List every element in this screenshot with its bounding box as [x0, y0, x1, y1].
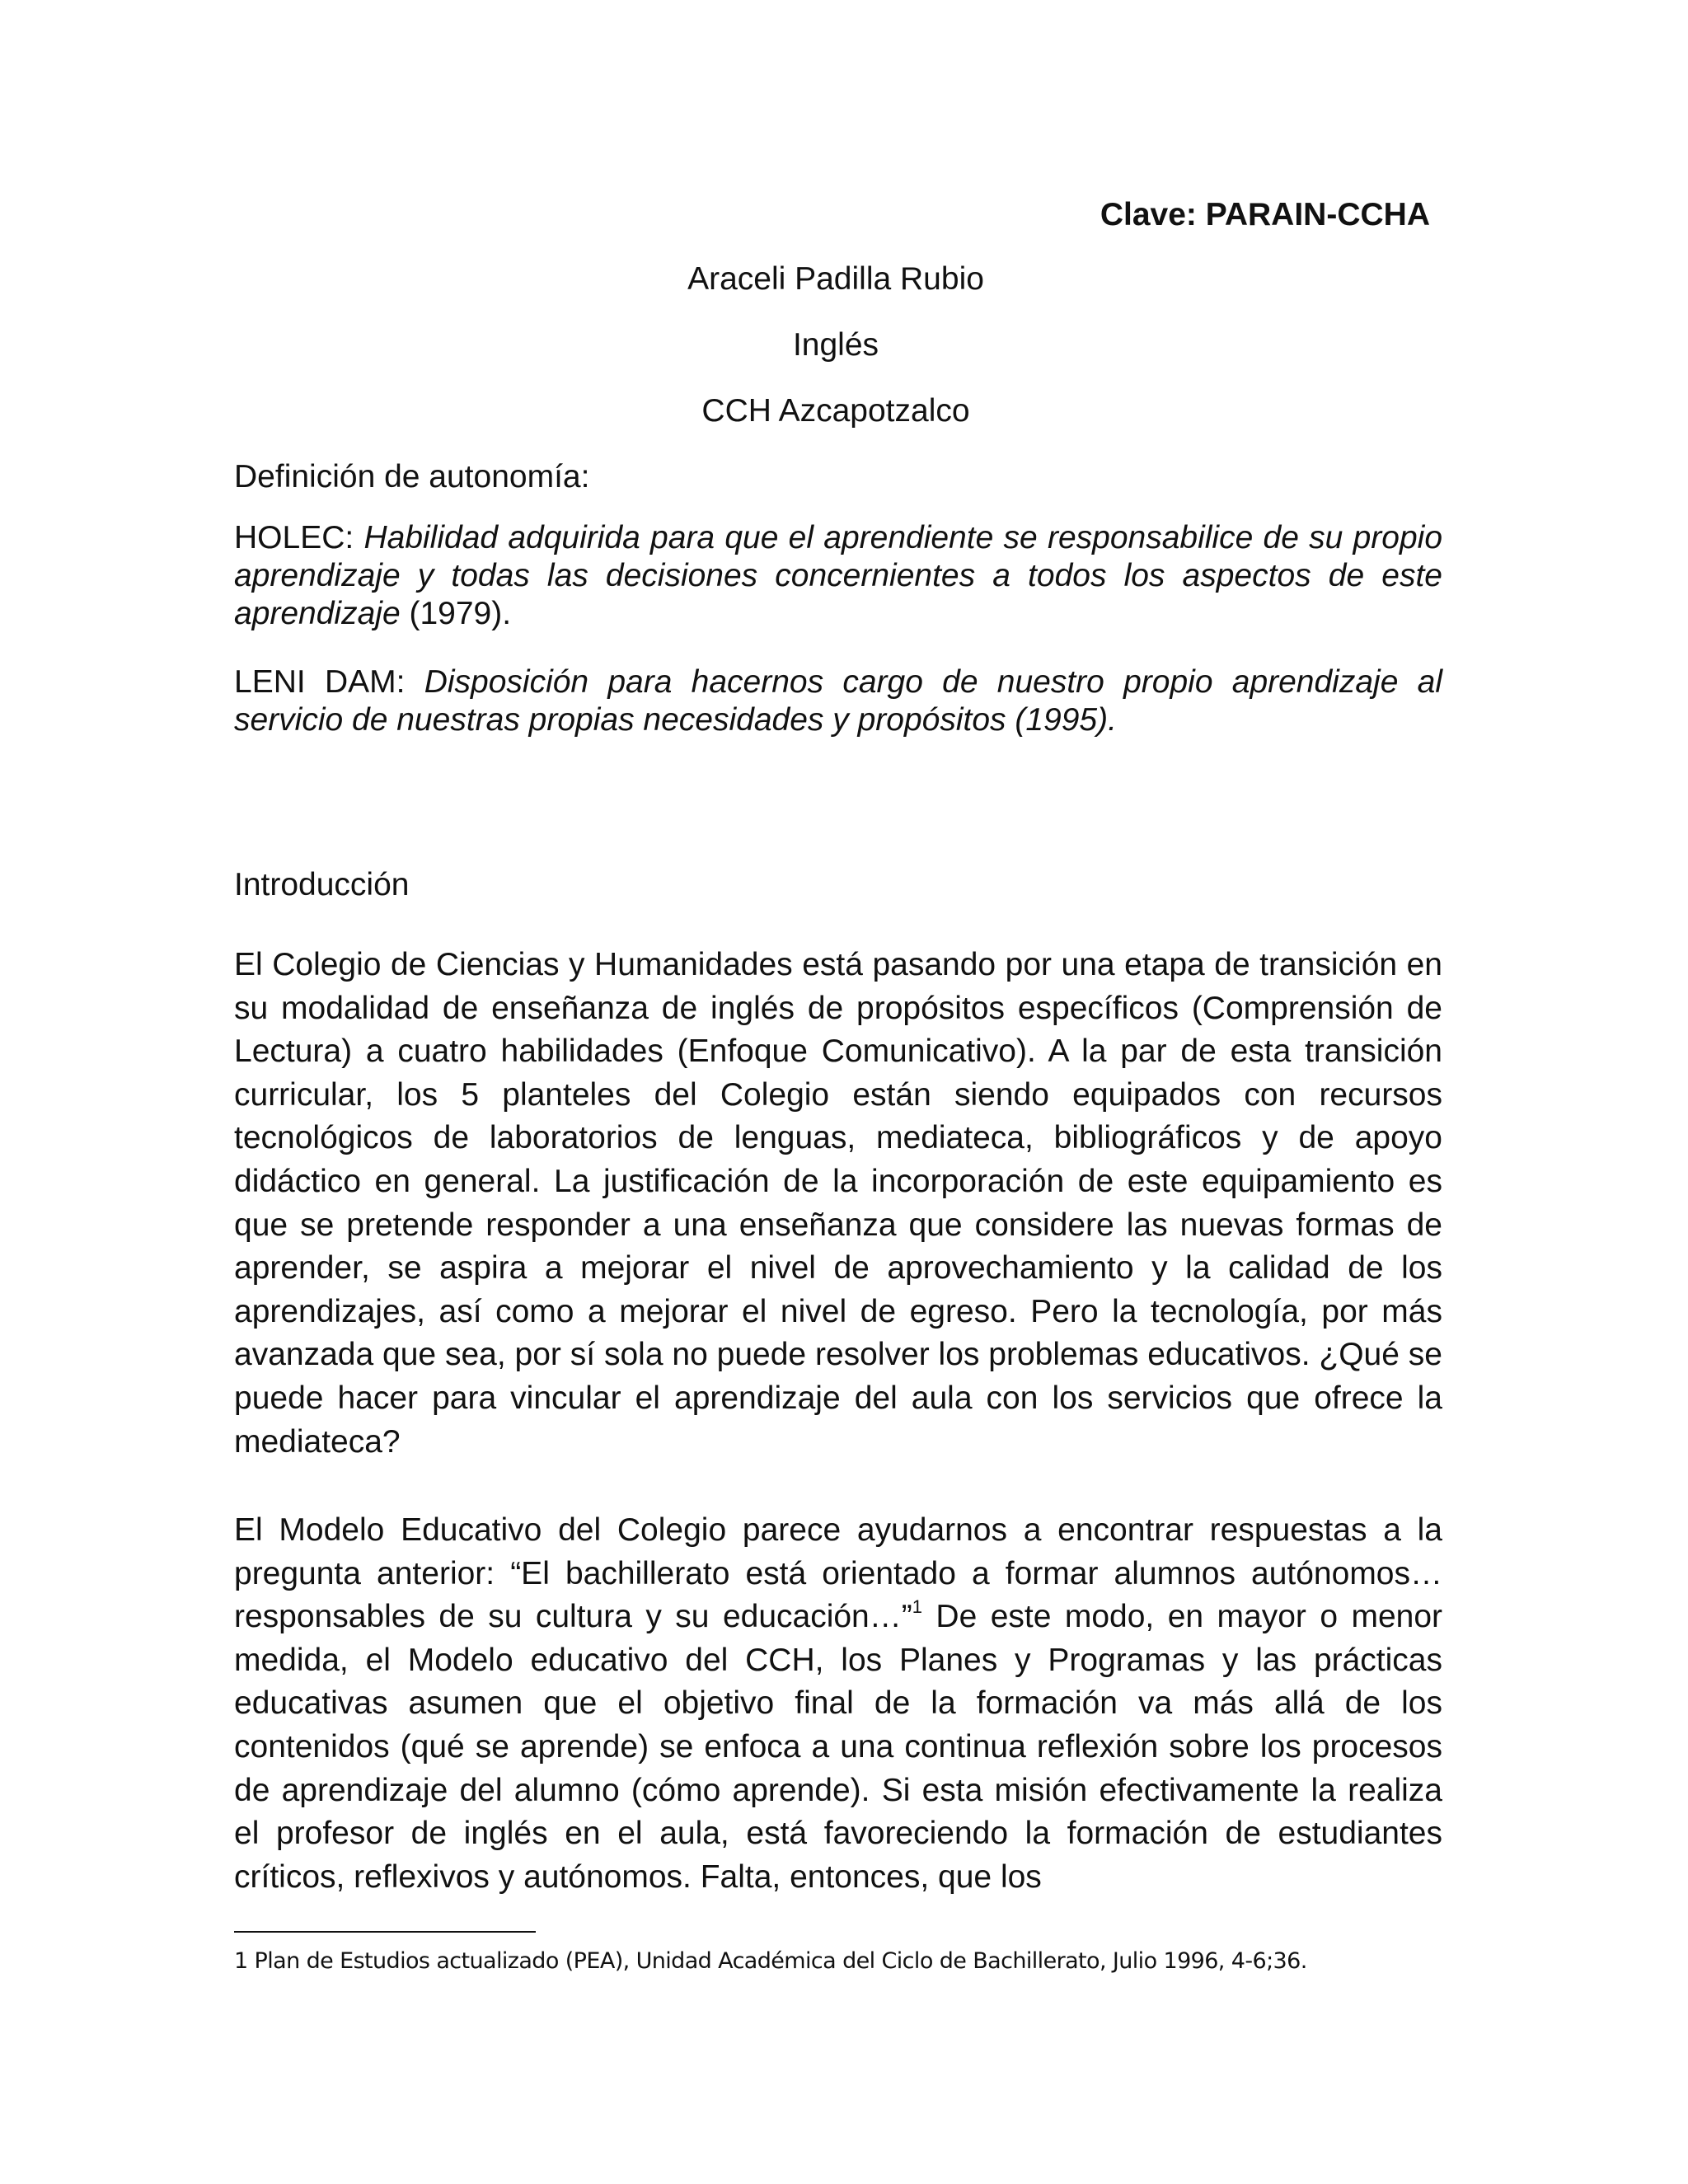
subject-name: Inglés [792, 327, 879, 363]
introduction-paragraph-1: El Colegio de Ciencias y Humanidades está pasando por una etapa de transición en su modalidad de enseñanza de inglés de propósitos específicos (Comprensión de Lectura) a cuatro habilidades (Enfoque Comunicativo). A la par de esta transición curricular, los 5 planteles del Colegio están siendo equipados con recursos tecnológicos de laboratorios de lenguas, mediateca, bibliográficos y de apoyo didáctico en general. La justificación de la incorporación de este equipamiento es que se pretende responder a una enseñanza que considere las nuevas formas de aprender, se aspira a mejorar el nivel de aprovechamiento y la calidad de los aprendizajes, así como a mejorar el nivel de egreso. Pero la tecnología, por más avanzada que sea, por sí sola no puede resolver los problemas educativos. ¿Qué se puede hacer para vincular el aprendizaje del aula con los servicios que ofrece la mediateca? [234, 947, 1442, 1460]
definitions-heading: Definición de autonomía: [234, 459, 590, 494]
definition-leni-dam-text: Disposición para hacernos cargo de nuestro propio aprendizaje al servicio de nuestras propias necesidades y propósitos (1995). [234, 664, 1442, 738]
footnote-separator [234, 1931, 536, 1933]
introduction-heading: Introducción [234, 867, 410, 902]
document-code: Clave: PARAIN-CCHA [1100, 197, 1430, 232]
definition-holec-label: HOLEC: [234, 520, 354, 555]
paragraph-2-text-end: De este modo, en mayor o menor medida, el Modelo educativo del CCH, los Planes y Programas y las prácticas educativas asumen que el objetivo final de la formación va más allá de los contenidos (qué se aprende) se enfoca a una continua reflexión sobre los procesos de aprendizaje del alumno (cómo aprende). Si esta misión efectivamente la realiza el profesor de inglés en el aula, está favoreciendo la formación de estudiantes críticos, reflexivos y autónomos. Falta, entonces, que los [234, 1599, 1442, 1895]
paragraph-2-text-start: El Modelo Educativo del Colegio parece ayudarnos a encontrar respuestas a la pregunta anterior: “El bachillerato está orientado a formar alumnos autónomos… responsables de su cultura y su educación…” [234, 1512, 1442, 1635]
definition-leni-dam [234, 663, 1442, 739]
author-name: Araceli Padilla Rubio [687, 261, 984, 297]
campus-name: CCH Azcapotzalco [701, 393, 970, 429]
definition-holec-text: Habilidad adquirida para que el aprendiente se responsabilice de su propio aprendizaje y todas las decisiones concernientes a todos los aspectos de este aprendizaje [234, 520, 1443, 631]
introduction-paragraph-2 [234, 1509, 1442, 1899]
definition-leni-dam-label: LENI DAM: [234, 664, 406, 700]
definition-holec [234, 519, 1442, 633]
definition-holec-year: (1979). [409, 596, 512, 631]
footnote-reference: 1 [912, 1596, 922, 1618]
footnote-text: 1 Plan de Estudios actualizado (PEA), Unidad Académica del Ciclo de Bachillerato, Julio 1996, 4-6;36. [234, 1948, 1307, 1974]
